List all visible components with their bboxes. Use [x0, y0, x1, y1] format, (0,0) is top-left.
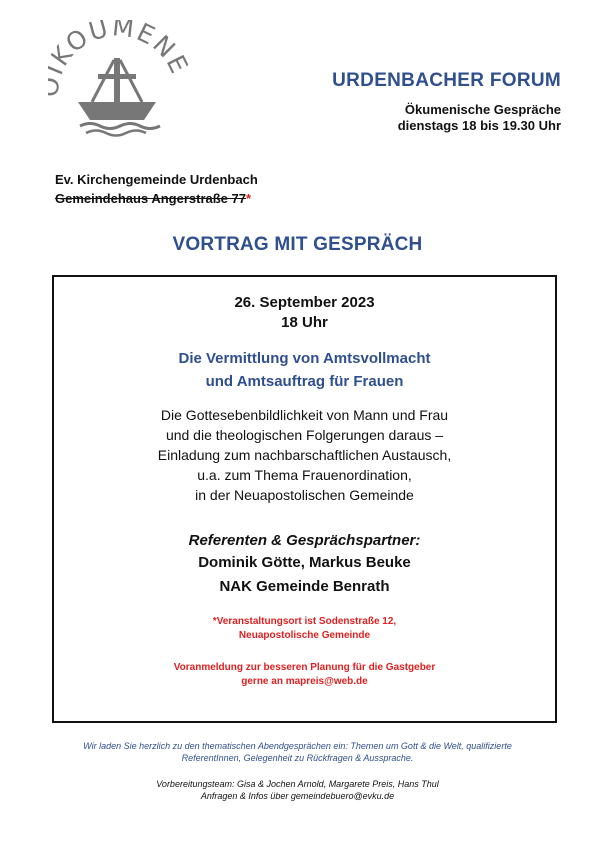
description-line: und die theologischen Folgerungen daraus –: [165, 427, 444, 443]
church-block: [55, 170, 258, 208]
description-line: u.a. zum Thema Frauenordination,: [197, 467, 412, 483]
registration-line-2: gerne an mapreis@web.de: [241, 676, 368, 687]
forum-title: URDENBACHER FORUM: [332, 70, 561, 91]
oikoumene-logo: [48, 20, 188, 140]
main-title: VORTRAG MIT GESPRÄCH: [172, 234, 423, 255]
speakers-names: Dominik Götte, Markus Beuke: [198, 554, 411, 571]
event-time: 18 Uhr: [281, 314, 328, 331]
event-date: 26. September 2023: [234, 294, 375, 311]
event-topic: [54, 347, 555, 393]
header-subtitle: Ökumenische Gespräche: [404, 102, 561, 117]
registration-line-1: Voranmeldung zur besseren Planung für die Gastgeber: [173, 662, 436, 673]
venue-note-line-2: Neuapostolische Gemeinde: [238, 630, 371, 641]
team-line: Vorbereitungsteam: Gisa & Jochen Arnold, Margarete Preis, Hans Thul: [156, 779, 439, 789]
venue-note: [54, 615, 555, 643]
venue-note-line-1: *Veranstaltungsort ist Sodenstraße 12,: [212, 616, 397, 627]
header-schedule: dienstags 18 bis 19.30 Uhr: [397, 118, 561, 133]
oikoumene-ship-cross-icon: [48, 20, 188, 140]
invite-line-2: ReferentInnen, Gelegenheit zu Rückfragen & Aussprache.: [181, 753, 414, 763]
registration-note: [54, 661, 555, 689]
logo-text: KOUMEN: [48, 20, 183, 72]
header-block: [332, 70, 561, 134]
invite-line-1: Wir laden Sie herzlich zu den thematischen Abendgesprächen ein: Themen um Gott & die Welt, qualifizierte: [83, 741, 512, 751]
description-line: in der Neuapostolischen Gemeinde: [195, 487, 414, 503]
footer: [0, 740, 595, 802]
description-line: Die Gottesebenbildlichkeit von Mann und Frau: [160, 407, 449, 423]
address-asterisk: *: [245, 191, 252, 206]
topic-line-2: und Amtsauftrag für Frauen: [205, 373, 404, 390]
topic-line-1: Die Vermittlung von Amtsvollmacht: [178, 350, 431, 367]
event-description: [54, 405, 555, 505]
speakers-organization: NAK Gemeinde Benrath: [219, 578, 390, 595]
church-name: Ev. Kirchengemeinde Urdenbach: [55, 172, 258, 187]
church-address: Gemeindehaus Angerstraße 77: [55, 191, 246, 206]
speakers-heading: Referenten & Gesprächspartner:: [188, 532, 421, 549]
description-line: Einladung zum nachbarschaftlichen Austausch,: [157, 447, 452, 463]
event-box: [52, 275, 557, 723]
contact-line: Anfragen & Infos über gemeindebuero@evku.de: [200, 791, 395, 801]
